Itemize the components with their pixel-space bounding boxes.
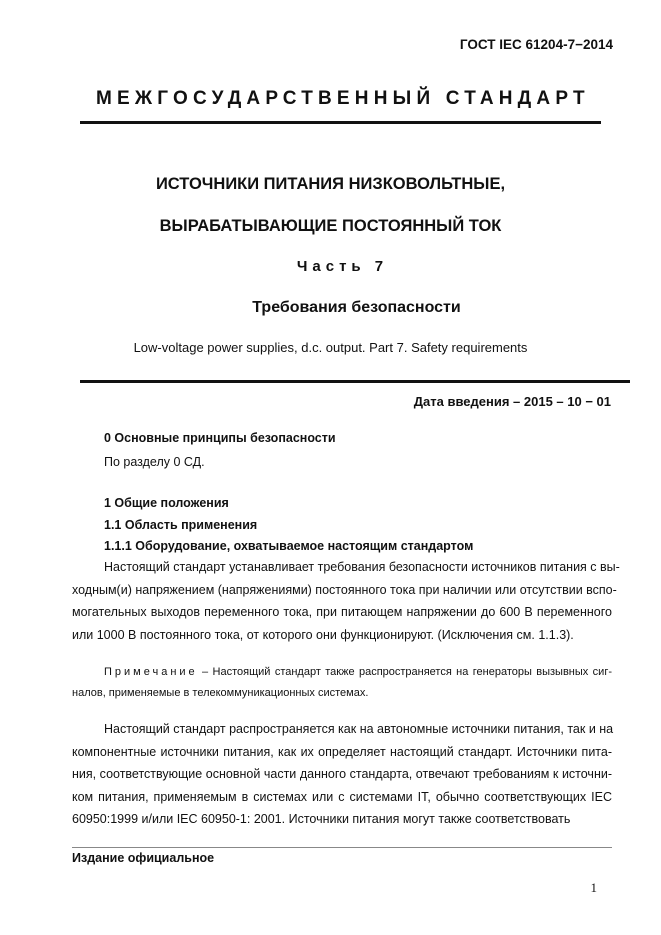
- page-number: 1: [590, 880, 597, 895]
- paragraph-line: или 1000 В постоянного тока, от которого они функционируют. (Исключения см. 1.1.3).: [72, 627, 574, 642]
- note-line-1: [72, 662, 612, 683]
- title-line-2: ВЫРАБАТЫВАЮЩИЕ ПОСТОЯННЫЙ ТОК: [159, 217, 502, 235]
- part-label: Часть 7: [296, 258, 389, 275]
- introduction-date: Дата введения – 2015 – 10 − 01: [413, 394, 611, 409]
- english-title: Low-voltage power supplies, d.c. output. Part 7. Safety requirements: [133, 340, 528, 355]
- note-text: – Настоящий стандарт также распространяется на генераторы вызывных сиг-: [197, 666, 612, 678]
- title-rule: [80, 380, 630, 383]
- top-rule: [80, 121, 601, 124]
- interstate-standard-heading: МЕЖГОСУДАРСТВЕННЫЙ СТАНДАРТ: [96, 88, 590, 109]
- standard-number: ГОСТ IEC 61204-7−2014: [459, 37, 613, 52]
- official-edition-label: Издание официальное: [72, 851, 215, 865]
- paragraph-line: ходным(и) напряжением (напряжениями) постоянного тока при наличии или отсутствии вспо-: [72, 582, 617, 597]
- paragraph-line: 60950:1999 и/или IEC 60950-1: 2001. Источники питания могут также соответствовать: [72, 812, 571, 826]
- section-1-heading: 1 Общие положения: [104, 496, 229, 510]
- paragraph-line: ком питания, применяемым в системах или с системами IT, обычно соответствующих IEC: [72, 789, 612, 804]
- note-block: [72, 662, 612, 704]
- note-line-2: налов, применяемые в телекоммуникационных системах.: [72, 687, 369, 699]
- section-0-text: По разделу 0 СД.: [104, 455, 205, 469]
- scope-paragraph: [72, 556, 620, 646]
- paragraph-line: компонентные источники питания, как их определяет настоящий стандарт. Источники пита-: [72, 744, 612, 759]
- paragraph-line: Настоящий стандарт распространяется как на автономные источники питания, так и на: [104, 722, 614, 736]
- section-1-1-1-heading: 1.1.1 Оборудование, охватываемое настоящим стандартом: [104, 539, 474, 553]
- paragraph-line: ния, соответствующие основной части данного стандарта, отвечают требованиям к источни-: [72, 767, 612, 781]
- paragraph-line: Настоящий стандарт устанавливает требования безопасности источников питания с вы-: [104, 560, 620, 574]
- title-line-1: ИСТОЧНИКИ ПИТАНИЯ НИЗКОВОЛЬТНЫЕ,: [155, 175, 506, 193]
- subtitle: Требования безопасности: [252, 299, 461, 316]
- note-label: Примечание: [104, 666, 198, 678]
- applicability-paragraph: [72, 718, 612, 831]
- section-0-heading: 0 Основные принципы безопасности: [104, 431, 336, 445]
- footer-rule: [72, 847, 612, 848]
- section-1-1-heading: 1.1 Область применения: [104, 518, 258, 532]
- paragraph-line: могательных выходов переменного тока, при питающем напряжении до 600 В переменного: [72, 605, 612, 619]
